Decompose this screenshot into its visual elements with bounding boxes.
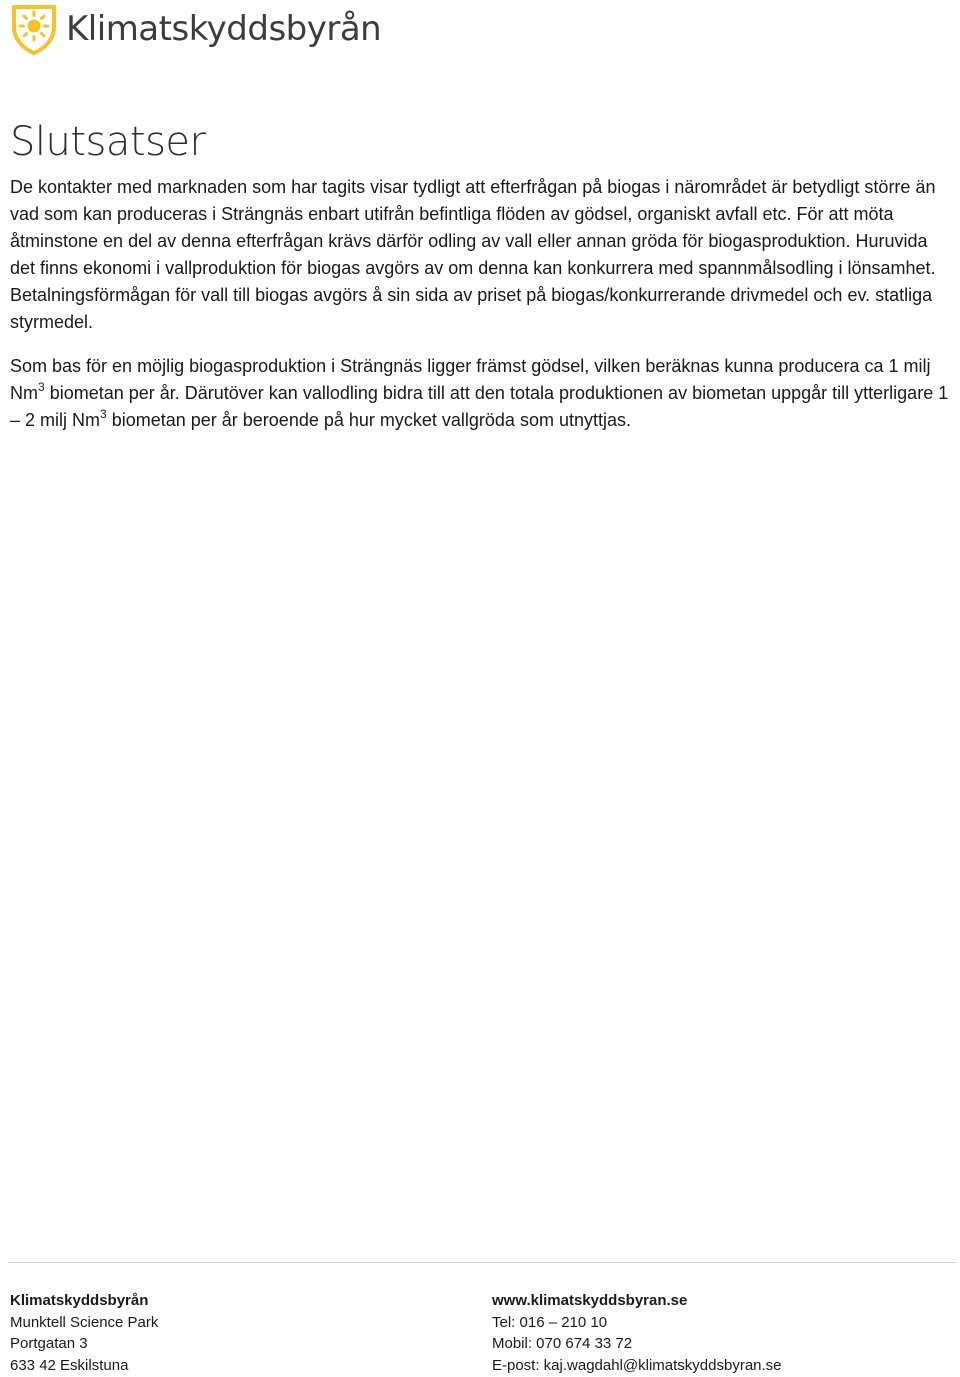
paragraph-production-part3: biometan per år beroende på hur mycket vallgröda som utnyttjas. [106,410,631,430]
paragraph-production [10,353,954,434]
footer-address-line: Munktell Science Park [10,1313,159,1331]
sun-shield-icon [8,3,60,55]
footer-website: www.klimatskyddsbyran.se [492,1292,688,1309]
paragraph-production-part1: Som bas för en möjlig biogasproduktion i Strängnäs ligger främst gödsel, vilken beräknas kunna producera ca 1 milj Nm [10,356,931,403]
footer-address [10,1290,158,1376]
page-header [8,2,381,56]
page-title: Slutsatser [10,119,206,165]
paragraph-production-part2: biometan per år. Därutöver kan vallodling bidra till att den totala produktionen av biometan uppgår till ytterligare 1 – 2 milj Nm [10,383,949,430]
footer-address-line: Portgatan 3 [10,1335,88,1352]
footer-divider [8,1262,956,1263]
footer-company: Klimatskyddsbyrån [10,1292,149,1309]
superscript-3: 3 [100,407,107,421]
superscript-3: 3 [38,380,45,394]
footer-phone: Tel: 016 – 210 10 [492,1313,608,1331]
paragraph-conclusions: De kontakter med marknaden som har tagits visar tydligt att efterfrågan på biogas i närområdet är betydligt större än vad som kan produceras i Strängnäs enbart utifrån befintliga flöden av gödsel, organiskt avfall etc. För att möta åtminstone en del av denna efterfrågan krävs därför odling av vall eller annan gröda för biogasproduktion. Huruvida det finns ekonomi i vallproduktion för biogas avgörs av om denna kan konkurrera med spannmålsodling i lönsamhet. Betalningsförmågan för vall till biogas avgörs å sin sida av priset på biogas/konkurrerande drivmedel och ev. statliga styrmedel. [10,177,936,332]
main-content [10,118,954,434]
footer-address-line: 633 42 Eskilstuna [10,1356,129,1374]
brand-name: Klimatskyddsbyrån [66,9,382,49]
footer-mobile: Mobil: 070 674 33 72 [492,1335,633,1352]
footer-contact [492,1290,782,1376]
footer-email: E-post: kaj.wagdahl@klimatskyddsbyran.se [492,1356,782,1374]
